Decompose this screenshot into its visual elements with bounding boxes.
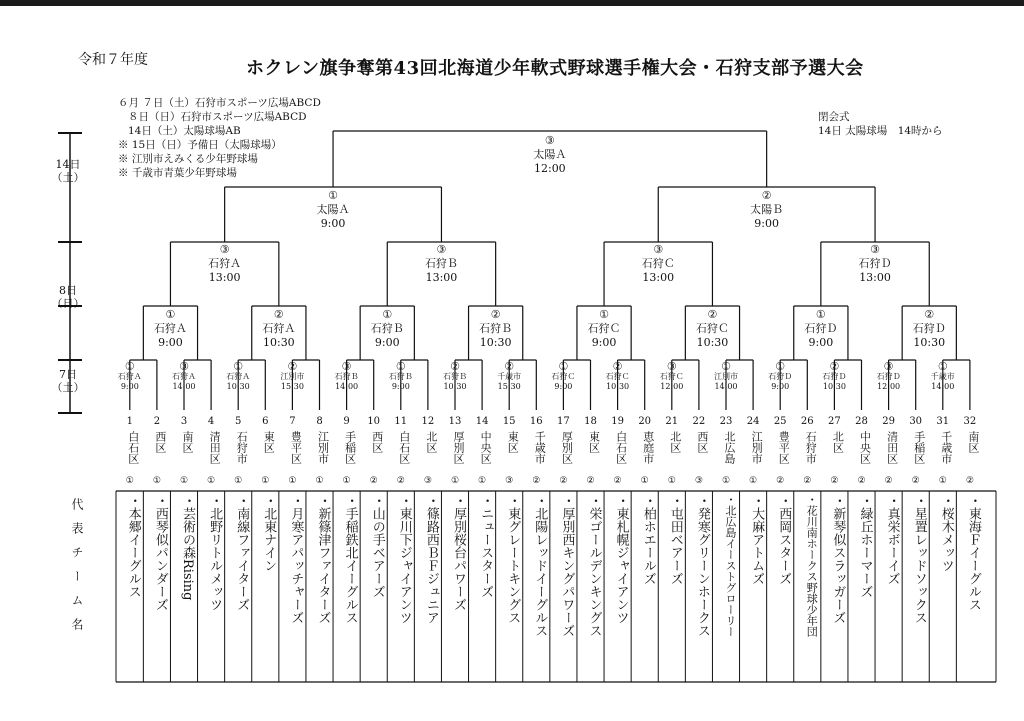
round1-game bbox=[548, 362, 578, 392]
team-slot-number: 9 bbox=[343, 416, 350, 427]
game-no: ③ bbox=[653, 243, 664, 256]
game-venue: 石狩Ｂ bbox=[388, 372, 413, 381]
game-venue: 石狩Ｄ bbox=[768, 372, 793, 381]
quarterfinal-game bbox=[623, 243, 693, 285]
game-no: ① bbox=[382, 308, 393, 321]
game-time: 15:30 bbox=[280, 382, 304, 391]
team-name: ・北東ナイン bbox=[261, 494, 277, 572]
game-time: 10:30 bbox=[262, 336, 295, 349]
game-venue: 太陽Ａ bbox=[316, 203, 350, 216]
game-venue: 千歳市 bbox=[930, 372, 955, 381]
team-district: 南区 bbox=[966, 431, 980, 453]
game-venue: 太陽Ｂ bbox=[750, 203, 784, 216]
team-slot-number: 16 bbox=[529, 416, 543, 427]
team-name: ・花川南ホークス野球少年団 bbox=[805, 494, 819, 637]
team-district: 厚別区 bbox=[452, 431, 465, 464]
game-time: 9:00 bbox=[320, 217, 346, 230]
team-name: ・東川下ジャイアンツ bbox=[396, 494, 412, 624]
team-district: 厚別区 bbox=[560, 431, 574, 464]
game-no: ① bbox=[328, 189, 338, 202]
game-no: ① bbox=[599, 308, 609, 321]
game-time: 14:00 bbox=[172, 382, 196, 391]
team-seed: ① bbox=[288, 476, 297, 486]
game-no: ② bbox=[490, 308, 501, 321]
game-venue: 石狩Ｄ bbox=[876, 372, 901, 381]
round2-game bbox=[786, 308, 856, 350]
game-no: ① bbox=[721, 360, 731, 373]
team-name: ・西岡スターズ bbox=[776, 494, 792, 585]
team-seed: ② bbox=[830, 476, 839, 486]
round1-game bbox=[711, 362, 741, 392]
team-seed: ① bbox=[478, 476, 487, 486]
team-name: ・北広島イーストグローリー bbox=[724, 494, 737, 637]
team-seed: ② bbox=[559, 476, 568, 486]
game-venue: 石狩Ｄ bbox=[822, 372, 847, 381]
team-slot-number: 4 bbox=[207, 416, 215, 427]
team-district: 北区 bbox=[831, 431, 845, 453]
round1-game bbox=[332, 362, 362, 392]
game-venue: 石狩Ａ bbox=[226, 372, 251, 381]
schedule-line-1: ６月 ７日（土）石狩市スポーツ広場ABCD bbox=[118, 97, 321, 109]
game-no: ② bbox=[761, 189, 772, 202]
round1-game bbox=[765, 362, 795, 392]
round1-game bbox=[603, 362, 633, 392]
team-seed: ② bbox=[776, 476, 785, 486]
round1-game bbox=[115, 362, 145, 392]
team-name: ・月寒アパッチャーズ bbox=[288, 494, 304, 624]
game-venue: 石狩Ｃ bbox=[551, 372, 576, 381]
timeline-date: 8日 bbox=[59, 284, 77, 297]
team-slot-number: 27 bbox=[828, 416, 841, 427]
team-name: ・真栄ボーイズ bbox=[884, 494, 900, 585]
team-seed: ③ bbox=[505, 476, 514, 486]
team-seed: ① bbox=[315, 476, 324, 486]
game-time: 15:30 bbox=[497, 382, 521, 391]
team-slot-number: 11 bbox=[394, 416, 408, 427]
team-slot-number: 1 bbox=[126, 416, 133, 427]
team-seed: ② bbox=[586, 476, 595, 486]
team-slot-number: 6 bbox=[262, 416, 269, 427]
game-time: 10:30 bbox=[226, 382, 250, 391]
round1-game bbox=[386, 362, 416, 392]
game-venue: 石狩Ｃ bbox=[659, 372, 684, 381]
game-venue: 石狩Ｃ bbox=[695, 322, 729, 335]
team-seed: ② bbox=[857, 476, 866, 486]
game-venue: 石狩Ａ bbox=[153, 322, 187, 335]
team-district: 東区 bbox=[506, 431, 520, 453]
round1-game bbox=[169, 362, 199, 392]
team-seed: ① bbox=[125, 476, 134, 486]
timeline-weekday: （土） bbox=[51, 171, 85, 184]
round2-game bbox=[461, 308, 531, 350]
game-no: ③ bbox=[341, 360, 352, 373]
team-district: 江別市 bbox=[316, 431, 330, 464]
game-time: 12:00 bbox=[877, 382, 901, 391]
team-slot-number: 19 bbox=[611, 416, 624, 427]
team-seed: ① bbox=[261, 476, 270, 486]
final-game bbox=[515, 134, 585, 176]
game-no: ③ bbox=[436, 243, 447, 256]
game-no: ③ bbox=[219, 243, 230, 256]
team-district: 清田区 bbox=[885, 431, 899, 464]
team-seed: ② bbox=[965, 476, 974, 486]
schedule-line-5: ※ 江別市えみくる少年野球場 bbox=[118, 153, 258, 165]
team-slot-number: 32 bbox=[963, 416, 977, 427]
game-no: ③ bbox=[179, 360, 189, 373]
timeline-weekday: （土） bbox=[51, 381, 85, 394]
round2-game bbox=[352, 308, 422, 350]
team-district: 北区 bbox=[668, 431, 682, 453]
game-no: ① bbox=[815, 308, 826, 321]
game-time: 9:00 bbox=[158, 336, 183, 349]
game-time: 9:00 bbox=[591, 336, 617, 349]
schedule-line-6: ※ 千歳市青葉少年野球場 bbox=[118, 167, 237, 179]
team-name: ・新篠津ファイターズ bbox=[315, 494, 331, 624]
team-district: 西区 bbox=[153, 431, 167, 453]
team-district: 豊平区 bbox=[289, 431, 303, 464]
team-district: 中央区 bbox=[479, 431, 493, 464]
page-title: ホクレン旗争奪第43回北海道少年軟式野球選手権大会・石狩支部予選大会 bbox=[246, 58, 864, 79]
team-name: ・東海Ｆイーグルス bbox=[965, 494, 981, 611]
game-venue: 江別市 bbox=[280, 372, 305, 381]
round1-game bbox=[494, 362, 524, 392]
game-time: 10:30 bbox=[443, 382, 467, 391]
team-slot-number: 28 bbox=[855, 416, 868, 427]
game-time: 9:00 bbox=[374, 336, 400, 349]
closing-ceremony-detail: 14日 太陽球場 14時から bbox=[818, 125, 943, 137]
team-name: ・ニュースターズ bbox=[478, 494, 494, 598]
team-seed: ① bbox=[640, 476, 649, 486]
round2-game bbox=[569, 308, 639, 350]
team-seed: ① bbox=[179, 476, 189, 486]
team-name: ・北陽レッドイーグルス bbox=[532, 494, 548, 637]
team-district: 手稲区 bbox=[912, 431, 926, 464]
game-no: ① bbox=[558, 360, 569, 373]
timeline-day-8 bbox=[48, 284, 88, 310]
game-time: 13:00 bbox=[859, 271, 891, 284]
team-name: ・大麻アトムズ bbox=[749, 494, 765, 585]
team-slot-number: 21 bbox=[665, 416, 679, 427]
team-slot-number: 30 bbox=[909, 416, 923, 427]
game-no: ① bbox=[233, 360, 244, 373]
team-slot-number: 22 bbox=[692, 416, 706, 427]
game-no: ① bbox=[165, 308, 176, 321]
game-venue: 石狩Ａ bbox=[117, 372, 142, 381]
team-district: 西区 bbox=[695, 431, 709, 453]
fiscal-year: 令和７年度 bbox=[78, 52, 148, 68]
round2-game bbox=[894, 308, 964, 350]
team-slot-number: 7 bbox=[289, 416, 296, 427]
quarterfinal-game bbox=[190, 243, 260, 285]
team-slot-number: 15 bbox=[502, 416, 516, 427]
team-seed: ① bbox=[234, 476, 243, 486]
team-seed: ③ bbox=[694, 476, 703, 486]
game-time: 9:00 bbox=[391, 382, 410, 391]
team-seed: ① bbox=[342, 476, 351, 486]
team-district: 千歳市 bbox=[939, 431, 953, 464]
schedule-line-2: ８日（日）石狩市スポーツ広場ABCD bbox=[128, 111, 307, 123]
round1-game bbox=[657, 362, 687, 392]
game-venue: 石狩Ｂ bbox=[443, 372, 467, 381]
team-slot-number: 5 bbox=[235, 416, 242, 427]
team-district: 東区 bbox=[587, 431, 601, 453]
team-district: 白石区 bbox=[614, 431, 628, 464]
team-district: 南区 bbox=[181, 431, 194, 453]
game-no: ② bbox=[707, 308, 718, 321]
team-district: 北広島 bbox=[723, 431, 736, 464]
schedule-line-3: 14日（土）太陽球場AB bbox=[128, 125, 241, 137]
team-seed: ② bbox=[803, 476, 812, 486]
team-name: ・厚別西キングパワーズ bbox=[559, 494, 575, 637]
game-no: ③ bbox=[870, 243, 880, 256]
game-time: 10:30 bbox=[479, 336, 512, 349]
game-venue: 石狩Ｄ bbox=[804, 322, 838, 335]
team-seed: ① bbox=[667, 476, 676, 486]
game-venue: 石狩Ｄ bbox=[912, 322, 946, 335]
quarterfinal-game bbox=[406, 243, 476, 285]
team-district: 千歳市 bbox=[533, 431, 547, 464]
game-no: ③ bbox=[544, 134, 555, 147]
team-slot-number: 24 bbox=[746, 416, 760, 427]
team-slot-number: 2 bbox=[153, 416, 161, 427]
semifinal-game bbox=[732, 189, 802, 231]
game-venue: 石狩Ａ bbox=[262, 322, 296, 335]
team-district: 中央区 bbox=[858, 431, 872, 464]
team-district: 手稲区 bbox=[343, 431, 357, 464]
team-seed: ① bbox=[721, 476, 731, 486]
team-slot-number: 13 bbox=[448, 416, 462, 427]
team-seed: ② bbox=[613, 476, 622, 486]
game-time: 9:00 bbox=[808, 336, 834, 349]
closing-ceremony-label: 閉会式 bbox=[818, 111, 850, 123]
game-venue: 石狩Ｂ bbox=[370, 322, 404, 335]
team-seed: ② bbox=[911, 476, 920, 486]
game-no: ② bbox=[829, 360, 840, 373]
game-venue: 石狩Ｂ bbox=[424, 257, 458, 270]
team-district: 豊平区 bbox=[777, 431, 791, 464]
game-time: 10:30 bbox=[606, 382, 630, 391]
round2-game bbox=[677, 308, 747, 350]
team-district: 白石区 bbox=[126, 431, 140, 464]
team-name: ・南線ファイターズ bbox=[234, 494, 250, 611]
game-time: 13:00 bbox=[425, 271, 458, 284]
representative-teams-label: 代表チーム名 bbox=[70, 498, 84, 642]
schedule-line-4: ※ 15日（日）予備日（太陽球場） bbox=[118, 139, 282, 151]
game-venue: 石狩Ｂ bbox=[334, 372, 359, 381]
team-slot-number: 20 bbox=[638, 416, 652, 427]
round1-game bbox=[223, 362, 253, 392]
team-district: 東区 bbox=[262, 431, 276, 453]
timeline-weekday: （日） bbox=[51, 297, 85, 310]
game-time: 10:30 bbox=[822, 382, 846, 391]
game-time: 14:00 bbox=[931, 382, 955, 391]
game-no: ② bbox=[924, 308, 935, 321]
team-slot-number: 17 bbox=[557, 416, 570, 427]
game-no: ① bbox=[124, 360, 135, 373]
game-no: ① bbox=[937, 360, 948, 373]
team-seed: ② bbox=[884, 476, 893, 486]
team-seed: ① bbox=[749, 476, 758, 486]
team-district: 西区 bbox=[370, 431, 384, 453]
game-time: 14:00 bbox=[714, 382, 738, 391]
team-name: ・本郷イーグルス bbox=[125, 494, 141, 598]
team-name: ・厚別桜台パワーズ bbox=[451, 494, 466, 611]
team-district: 北区 bbox=[424, 431, 438, 453]
game-time: 9:00 bbox=[754, 217, 779, 230]
game-no: ② bbox=[612, 360, 623, 373]
team-district: 石狩市 bbox=[804, 431, 818, 464]
team-name: ・篠路西ＢＦジュニア bbox=[423, 494, 439, 624]
game-time: 10:30 bbox=[913, 336, 946, 349]
round2-game bbox=[244, 308, 314, 350]
round2-game bbox=[135, 308, 205, 350]
team-slot-number: 29 bbox=[882, 416, 895, 427]
game-venue: 石狩Ｃ bbox=[605, 372, 630, 381]
team-name: ・芸術の森Rising bbox=[180, 494, 195, 601]
team-name: ・発寒グリーンホークス bbox=[694, 494, 710, 637]
game-venue: 太陽Ａ bbox=[533, 148, 567, 161]
game-no: ③ bbox=[883, 360, 894, 373]
game-time: 12:00 bbox=[660, 382, 684, 391]
game-venue: 石狩Ｃ bbox=[641, 257, 675, 270]
game-venue: 石狩Ｄ bbox=[858, 257, 892, 270]
semifinal-game bbox=[298, 189, 368, 231]
game-no: ① bbox=[775, 360, 786, 373]
bracket-sheet bbox=[0, 6, 1024, 721]
team-seed: ① bbox=[207, 476, 216, 486]
team-district: 恵庭市 bbox=[641, 431, 655, 464]
game-no: ② bbox=[450, 360, 460, 373]
timeline-day-14 bbox=[48, 158, 88, 184]
team-slot-number: 25 bbox=[773, 416, 787, 427]
quarterfinal-game bbox=[840, 243, 910, 285]
team-name: ・東札幌ジャイアンツ bbox=[613, 494, 629, 624]
game-venue: 千歳市 bbox=[497, 372, 522, 381]
team-district: 江別市 bbox=[750, 431, 764, 464]
team-slot-number: 18 bbox=[584, 416, 597, 427]
game-time: 9:00 bbox=[554, 382, 573, 391]
game-no: ② bbox=[287, 360, 298, 373]
timeline-date: 7日 bbox=[59, 368, 77, 381]
timeline-day-7 bbox=[48, 368, 88, 394]
team-slot-number: 10 bbox=[367, 416, 381, 427]
team-seed: ② bbox=[369, 476, 378, 486]
game-venue: 江別市 bbox=[714, 372, 738, 381]
team-slot-number: 14 bbox=[475, 416, 489, 427]
team-name: ・北野リトルメッツ bbox=[207, 494, 223, 611]
round1-game bbox=[440, 362, 470, 392]
round1-game bbox=[874, 362, 904, 392]
game-venue: 石狩Ｃ bbox=[587, 322, 621, 335]
game-time: 9:00 bbox=[771, 382, 790, 391]
team-name: ・新琴似スラッガーズ bbox=[830, 494, 846, 624]
round1-game bbox=[928, 362, 958, 392]
timeline-date: 14日 bbox=[55, 158, 81, 171]
round1-game bbox=[819, 362, 849, 392]
team-name: ・緑丘ホーマーズ bbox=[857, 494, 873, 598]
team-seed: ① bbox=[938, 476, 947, 486]
team-slot-number: 12 bbox=[421, 416, 435, 427]
game-no: ② bbox=[273, 308, 284, 321]
game-time: 9:00 bbox=[120, 382, 139, 391]
team-slot-number: 3 bbox=[180, 416, 188, 427]
team-slot-number: 23 bbox=[719, 416, 733, 427]
game-time: 14:00 bbox=[335, 382, 359, 391]
game-no: ② bbox=[504, 360, 515, 373]
team-name: ・屯田ベアーズ bbox=[667, 494, 683, 585]
round1-game bbox=[277, 362, 307, 392]
team-name: ・栄ゴールデンキングス bbox=[586, 494, 602, 637]
game-no: ① bbox=[395, 360, 406, 373]
game-time: 12:00 bbox=[533, 162, 566, 175]
game-venue: 石狩Ａ bbox=[172, 372, 196, 381]
team-name: ・手稲鉄北イーグルス bbox=[342, 494, 358, 624]
team-district: 石狩市 bbox=[235, 431, 249, 464]
team-name: ・山の手ベアーズ bbox=[369, 494, 385, 598]
team-name: ・西琴似パンダーズ bbox=[152, 494, 168, 611]
game-time: 10:30 bbox=[696, 336, 729, 349]
team-name: ・東グレートキングス bbox=[505, 494, 521, 624]
team-district: 白石区 bbox=[397, 431, 411, 464]
team-seed: ② bbox=[396, 476, 405, 486]
team-slot-number: 8 bbox=[316, 416, 323, 427]
team-slot-number: 31 bbox=[936, 416, 950, 427]
team-seed: ① bbox=[450, 476, 460, 486]
game-no: ③ bbox=[666, 360, 677, 373]
game-venue: 石狩Ｂ bbox=[479, 322, 513, 335]
team-seed: ① bbox=[152, 476, 161, 486]
team-seed: ③ bbox=[423, 476, 432, 486]
team-name: ・柏ホエールズ bbox=[640, 494, 656, 585]
game-time: 13:00 bbox=[208, 271, 241, 284]
team-slot-number: 26 bbox=[800, 416, 814, 427]
team-district: 清田区 bbox=[208, 431, 222, 464]
game-time: 13:00 bbox=[642, 271, 675, 284]
team-name: ・星置レッドソックス bbox=[911, 494, 927, 624]
team-seed: ② bbox=[532, 476, 541, 486]
team-name: ・桜木メッツ bbox=[938, 494, 954, 572]
game-venue: 石狩Ａ bbox=[208, 257, 242, 270]
